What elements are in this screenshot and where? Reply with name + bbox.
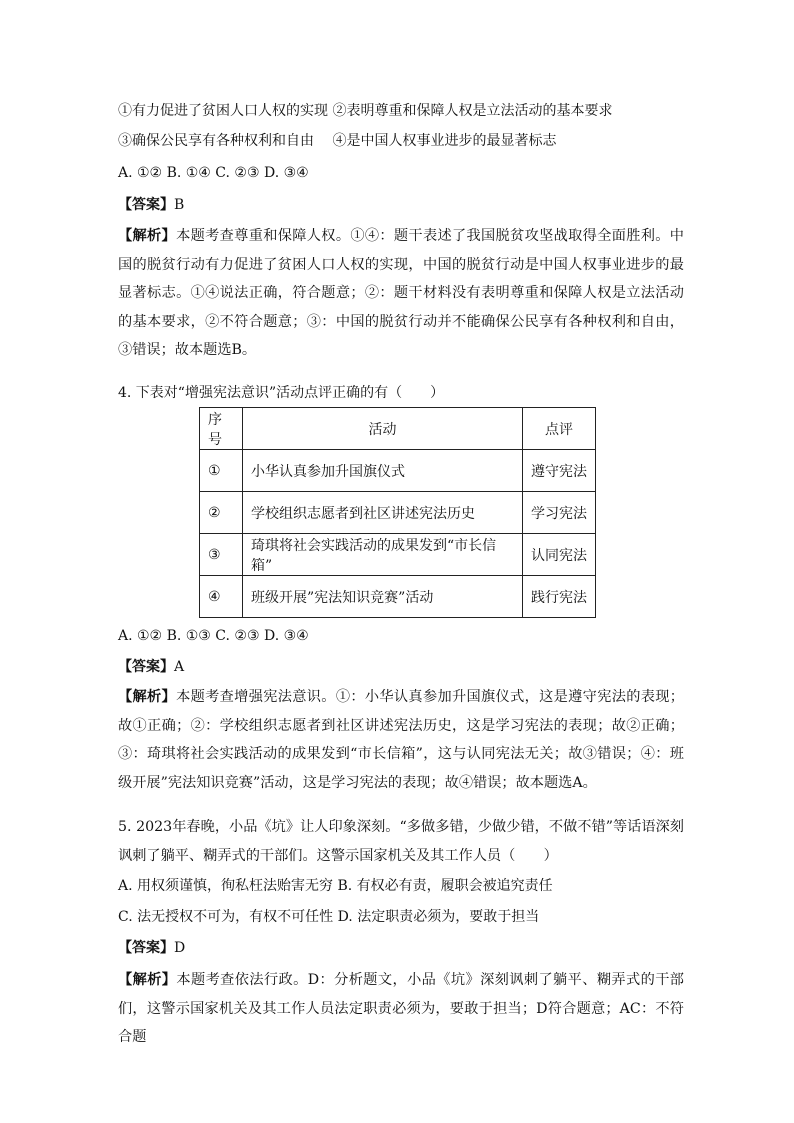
analysis-label: 【解析】 xyxy=(118,228,177,244)
q3-analysis xyxy=(118,222,684,365)
answer-value: A xyxy=(174,659,185,675)
table-header-cell: 点评 xyxy=(523,408,596,450)
q4-table xyxy=(199,407,596,618)
table-cell: ② xyxy=(200,492,243,534)
table-cell: 小华认真参加升国旗仪式 xyxy=(243,450,523,492)
table-row xyxy=(200,534,596,576)
q4-choices: A. ①② B. ①③ C. ②③ D. ③④ xyxy=(118,628,309,644)
table-row xyxy=(200,450,596,492)
table-cell: ④ xyxy=(200,576,243,618)
q3-choices: A. ①② B. ①④ C. ②③ D. ③④ xyxy=(118,165,309,181)
analysis-text: 本题考查依法行政。D：分析题文，小品《坑》深刻讽刺了躺平、糊弄式的干部们，这警示国家机关及其工作人员法定职责必须为，要敢于担当；D符合题意；AC：不符合题 xyxy=(118,972,684,1045)
table-header-row xyxy=(200,408,596,450)
q3-options-line1: ①有力促进了贫困人口人权的实现 ②表明尊重和保障人权是立法活动的基本要求 xyxy=(118,103,613,119)
q4-stem: 4. 下表对“增强宪法意识”活动点评正确的有（ ） xyxy=(118,385,445,401)
answer-value: D xyxy=(174,940,186,956)
q3-options-line2: ③确保公民享有各种权利和自由 ④是中国人权事业进步的最显著标志 xyxy=(118,133,557,149)
q5-choices-line1: A. 用权须谨慎，徇私枉法贻害无穷 B. 有权必有责，履职会被追究责任 xyxy=(118,878,553,894)
q3-answer xyxy=(118,195,184,215)
table-row xyxy=(200,576,596,618)
table-header-cell: 序号 xyxy=(200,408,243,450)
table-cell: 班级开展”宪法知识竞赛”活动 xyxy=(243,576,523,618)
table-cell: ① xyxy=(200,450,243,492)
analysis-text: 本题考查增强宪法意识。①：小华认真参加升国旗仪式，这是遵守宪法的表现；故①正确；②：学校组织志愿者到社区讲述宪法历史，这是学习宪法的表现；故②正确；③：琦琪将社会实践活动的成果发到“市长信箱”，这与认同宪法无关；故③错误；④：班级开展”宪法知识竞赛”活动，这是学习宪法的表现；故④错误；故本题选A。 xyxy=(118,689,684,791)
table-cell: 学习宪法 xyxy=(523,492,596,534)
table-cell: 践行宪法 xyxy=(523,576,596,618)
table-cell: 学校组织志愿者到社区讲述宪法历史 xyxy=(243,492,523,534)
analysis-label: 【解析】 xyxy=(118,972,177,988)
table-cell: 遵守宪法 xyxy=(523,450,596,492)
q4-answer xyxy=(118,657,184,677)
table-cell: ③ xyxy=(200,534,243,576)
table-header-cell: 活动 xyxy=(243,408,523,450)
analysis-text: 本题考查尊重和保障人权。①④：题干表述了我国脱贫攻坚战取得全面胜利。中国的脱贫行动有力促进了贫困人口人权的实现，中国的脱贫行动是中国人权事业进步的最显著标志。①④说法正确，符合题意；②：题干材料没有表明尊重和保障人权是立法活动的基本要求，②不符合题意；③：中国的脱贫行动并不能确保公民享有各种权利和自由，③错误；故本题选B。 xyxy=(118,228,684,358)
answer-label: 【答案】 xyxy=(118,197,174,213)
q5-choices-line2: C. 法无授权不可为，有权不可任性 D. 法定职责必须为，要敢于担当 xyxy=(118,909,540,925)
analysis-label: 【解析】 xyxy=(118,689,177,705)
q5-analysis xyxy=(118,966,684,1052)
table-cell: 认同宪法 xyxy=(523,534,596,576)
q4-analysis xyxy=(118,683,684,797)
table-row xyxy=(200,492,596,534)
answer-label: 【答案】 xyxy=(118,659,174,675)
answer-value: B xyxy=(174,197,185,213)
answer-label: 【答案】 xyxy=(118,940,174,956)
q5-stem: 5. 2023年春晚，小品《坑》让人印象深刻。“多做多错，少做少错，不做不错”等话语深刻讽刺了躺平、糊弄式的干部们。这警示国家机关及其工作人员（ ） xyxy=(118,819,684,864)
q5-answer xyxy=(118,938,185,958)
table-cell: 琦琪将社会实践活动的成果发到“市长信箱” xyxy=(243,534,523,576)
